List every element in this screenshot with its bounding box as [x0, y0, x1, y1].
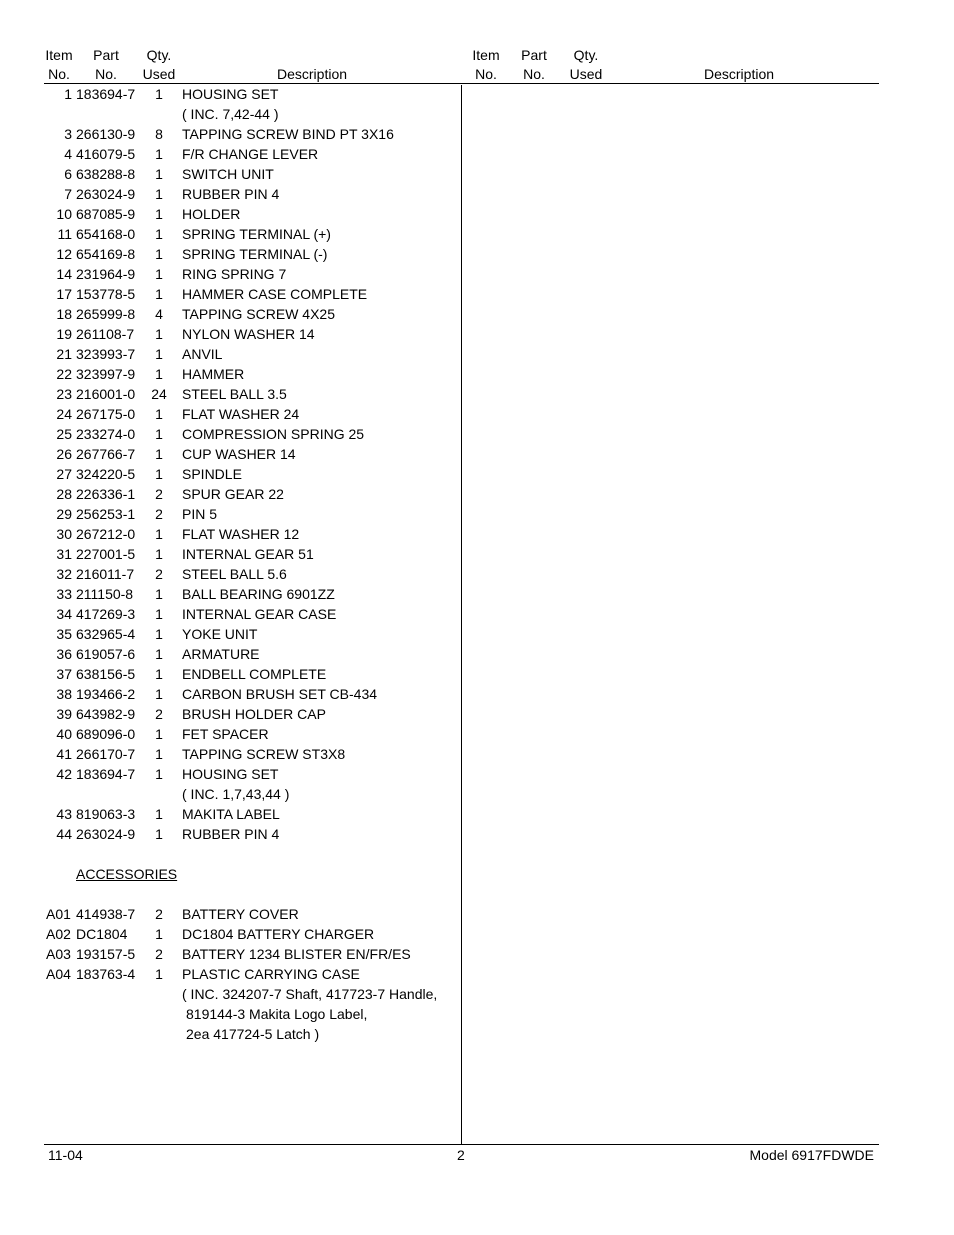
- part-no-cell: 193466-2: [76, 686, 136, 702]
- qty-cell: 1: [155, 626, 163, 642]
- description-cell: F/R CHANGE LEVER: [182, 146, 319, 162]
- part-no-cell: 256253-1: [76, 506, 136, 522]
- table-row: [0, 664, 460, 684]
- table-row: [0, 84, 460, 104]
- description-cell: DC1804 BATTERY CHARGER: [182, 926, 375, 942]
- item-no-cell: 27: [56, 466, 72, 482]
- qty-cell: 1: [155, 746, 163, 762]
- item-no-cell: 6: [64, 166, 72, 182]
- item-no-cell: 24: [56, 406, 72, 422]
- header-no-label: No.: [523, 66, 545, 82]
- description-cell: SPINDLE: [182, 466, 242, 482]
- description-cell: BALL BEARING 6901ZZ: [182, 586, 335, 602]
- qty-cell: 1: [155, 166, 163, 182]
- section-heading-row: [0, 864, 460, 884]
- item-no-cell: 35: [56, 626, 72, 642]
- part-no-cell: 193157-5: [76, 946, 136, 962]
- qty-cell: 1: [155, 766, 163, 782]
- description-cell: SPUR GEAR 22: [182, 486, 284, 502]
- description-cell: HOUSING SET: [182, 86, 279, 102]
- description-cell: NYLON WASHER 14: [182, 326, 315, 342]
- blank-row: [0, 844, 460, 864]
- header-used-label: Used: [142, 66, 176, 82]
- table-row: [0, 344, 460, 364]
- table-row: [0, 944, 460, 964]
- part-no-cell: 687085-9: [76, 206, 136, 222]
- description-cell: TAPPING SCREW BIND PT 3X16: [182, 126, 394, 142]
- description-cell: SPRING TERMINAL (+): [182, 226, 331, 242]
- header-no-label: No.: [48, 66, 70, 82]
- item-no-cell: 23: [56, 386, 72, 402]
- part-no-cell: 416079-5: [76, 146, 136, 162]
- part-no-cell: 267212-0: [76, 526, 136, 542]
- item-no-cell: A04: [46, 966, 71, 982]
- qty-cell: 1: [155, 426, 163, 442]
- table-row: [0, 284, 460, 304]
- qty-cell: 1: [155, 546, 163, 562]
- item-no-cell: 21: [56, 346, 72, 362]
- header-item-no: [39, 46, 79, 84]
- item-no-cell: 14: [56, 266, 72, 282]
- description-cell: 819144-3 Makita Logo Label,: [186, 1006, 368, 1022]
- header-item-label: Item: [45, 47, 73, 63]
- header-no-label: No.: [95, 66, 117, 82]
- part-no-cell: 233274-0: [76, 426, 136, 442]
- item-no-cell: 12: [56, 246, 72, 262]
- header-item-no-right: [466, 46, 506, 84]
- description-cell: ENDBELL COMPLETE: [182, 666, 327, 682]
- item-no-cell: 41: [56, 746, 72, 762]
- part-no-cell: 632965-4: [76, 626, 136, 642]
- qty-cell: 1: [155, 146, 163, 162]
- table-row: [0, 604, 460, 624]
- footer-date: 11-04: [48, 1147, 83, 1163]
- item-no-cell: 31: [56, 546, 72, 562]
- description-cell: RING SPRING 7: [182, 266, 287, 282]
- item-no-cell: 10: [56, 206, 72, 222]
- column-divider: [461, 85, 462, 1144]
- qty-cell: 1: [155, 206, 163, 222]
- qty-cell: 1: [155, 466, 163, 482]
- section-heading: ACCESSORIES: [76, 866, 178, 882]
- qty-cell: 2: [155, 486, 163, 502]
- table-row: [0, 804, 460, 824]
- header-used-label: Used: [569, 66, 603, 82]
- qty-cell: 1: [155, 446, 163, 462]
- part-no-cell: 417269-3: [76, 606, 136, 622]
- table-row: [0, 404, 460, 424]
- description-cell: ANVIL: [182, 346, 223, 362]
- item-no-cell: 39: [56, 706, 72, 722]
- item-no-cell: 30: [56, 526, 72, 542]
- qty-cell: 1: [155, 246, 163, 262]
- qty-cell: 1: [155, 966, 163, 982]
- table-row: [0, 304, 460, 324]
- item-no-cell: 3: [64, 126, 72, 142]
- header-part-label: Part: [93, 47, 119, 63]
- item-no-cell: 22: [56, 366, 72, 382]
- part-no-cell: 263024-9: [76, 826, 136, 842]
- item-no-cell: 38: [56, 686, 72, 702]
- table-row: [0, 104, 460, 124]
- part-no-cell: 226336-1: [76, 486, 136, 502]
- description-cell: CARBON BRUSH SET CB-434: [182, 686, 378, 702]
- header-item-label: Item: [472, 47, 500, 63]
- qty-cell: 8: [155, 126, 163, 142]
- part-no-cell: 216011-7: [76, 566, 135, 582]
- description-cell: FLAT WASHER 24: [182, 406, 300, 422]
- table-row: [0, 824, 460, 844]
- table-row: [0, 564, 460, 584]
- description-cell: HOUSING SET: [182, 766, 279, 782]
- description-cell: PIN 5: [182, 506, 218, 522]
- table-row: [0, 584, 460, 604]
- description-cell: TAPPING SCREW 4X25: [182, 306, 336, 322]
- qty-cell: 1: [155, 346, 163, 362]
- table-row: [0, 324, 460, 344]
- description-cell: CUP WASHER 14: [182, 446, 296, 462]
- description-cell: ARMATURE: [182, 646, 260, 662]
- table-row: [0, 544, 460, 564]
- description-cell: INTERNAL GEAR CASE: [182, 606, 337, 622]
- part-no-cell: 153778-5: [76, 286, 136, 302]
- table-row: [0, 444, 460, 464]
- item-no-cell: 36: [56, 646, 72, 662]
- description-cell: ( INC. 1,7,43,44 ): [182, 786, 290, 802]
- item-no-cell: 25: [56, 426, 72, 442]
- header-part-label: Part: [521, 47, 547, 63]
- table-row: [0, 1004, 460, 1024]
- description-cell: MAKITA LABEL: [182, 806, 280, 822]
- table-row: [0, 484, 460, 504]
- description-cell: RUBBER PIN 4: [182, 826, 280, 842]
- description-cell: ( INC. 324207-7 Shaft, 417723-7 Handle,: [182, 986, 438, 1002]
- qty-cell: 1: [155, 86, 163, 102]
- description-cell: BRUSH HOLDER CAP: [182, 706, 326, 722]
- description-cell: STEEL BALL 5.6: [182, 566, 287, 582]
- description-cell: HAMMER CASE COMPLETE: [182, 286, 368, 302]
- blank-row: [0, 884, 460, 904]
- item-no-cell: 32: [56, 566, 72, 582]
- header-no-label: No.: [475, 66, 497, 82]
- part-no-cell: 323997-9: [76, 366, 136, 382]
- item-no-cell: 43: [56, 806, 72, 822]
- qty-cell: 1: [155, 406, 163, 422]
- description-cell: HAMMER: [182, 366, 245, 382]
- header-qty-used: [139, 46, 179, 84]
- part-no-cell: 183694-7: [76, 766, 136, 782]
- table-row: [0, 264, 460, 284]
- table-row: [0, 204, 460, 224]
- part-no-cell: 267766-7: [76, 446, 136, 462]
- part-no-cell: 324220-5: [76, 466, 136, 482]
- description-cell: YOKE UNIT: [182, 626, 258, 642]
- item-no-cell: 11: [57, 226, 72, 242]
- qty-cell: 1: [155, 666, 163, 682]
- part-no-cell: DC1804: [76, 926, 128, 942]
- header-qty-label: Qty.: [573, 47, 599, 63]
- part-no-cell: 267175-0: [76, 406, 136, 422]
- table-row: [0, 744, 460, 764]
- item-no-cell: 1: [64, 86, 72, 102]
- description-cell: ( INC. 7,42-44 ): [182, 106, 279, 122]
- item-no-cell: 18: [56, 306, 72, 322]
- description-cell: BATTERY COVER: [182, 906, 299, 922]
- part-no-cell: 183763-4: [76, 966, 136, 982]
- item-no-cell: 19: [56, 326, 72, 342]
- qty-cell: 1: [155, 686, 163, 702]
- table-row: [0, 224, 460, 244]
- table-row: [0, 624, 460, 644]
- description-cell: STEEL BALL 3.5: [182, 386, 287, 402]
- table-row: [0, 164, 460, 184]
- part-no-cell: 266170-7: [76, 746, 136, 762]
- description-cell: COMPRESSION SPRING 25: [182, 426, 365, 442]
- part-no-cell: 689096-0: [76, 726, 136, 742]
- table-row: [0, 964, 460, 984]
- table-row: [0, 504, 460, 524]
- description-cell: TAPPING SCREW ST3X8: [182, 746, 346, 762]
- qty-cell: 1: [155, 266, 163, 282]
- qty-cell: 1: [155, 806, 163, 822]
- table-row: [0, 144, 460, 164]
- item-no-cell: 26: [56, 446, 72, 462]
- qty-cell: 2: [155, 946, 163, 962]
- footer-rule: [44, 1144, 879, 1145]
- description-cell: FET SPACER: [182, 726, 269, 742]
- part-no-cell: 819063-3: [76, 806, 136, 822]
- table-row: [0, 364, 460, 384]
- footer-page-number: 2: [457, 1147, 465, 1163]
- part-no-cell: 643982-9: [76, 706, 136, 722]
- qty-cell: 1: [155, 226, 163, 242]
- description-cell: INTERNAL GEAR 51: [182, 546, 314, 562]
- qty-cell: 24: [151, 386, 167, 402]
- qty-cell: 1: [155, 526, 163, 542]
- qty-cell: 1: [155, 586, 163, 602]
- qty-cell: 1: [155, 326, 163, 342]
- header-part-no: [84, 46, 128, 84]
- header-part-no-right: [512, 46, 556, 84]
- header-description: Description: [276, 66, 348, 82]
- part-no-cell: 183694-7: [76, 86, 136, 102]
- item-no-cell: 28: [56, 486, 72, 502]
- description-cell: 2ea 417724-5 Latch ): [186, 1026, 320, 1042]
- part-no-cell: 638156-5: [76, 666, 136, 682]
- qty-cell: 1: [155, 826, 163, 842]
- table-row: [0, 244, 460, 264]
- part-no-cell: 263024-9: [76, 186, 136, 202]
- parts-list: [0, 84, 460, 1044]
- table-row: [0, 724, 460, 744]
- table-row: [0, 464, 460, 484]
- item-no-cell: A03: [46, 946, 71, 962]
- description-cell: SWITCH UNIT: [182, 166, 274, 182]
- part-no-cell: 261108-7: [76, 326, 135, 342]
- table-row: [0, 984, 460, 1004]
- item-no-cell: 17: [56, 286, 72, 302]
- item-no-cell: 42: [56, 766, 72, 782]
- item-no-cell: 37: [56, 666, 72, 682]
- item-no-cell: 7: [64, 186, 72, 202]
- table-row: [0, 384, 460, 404]
- description-cell: RUBBER PIN 4: [182, 186, 280, 202]
- table-row: [0, 924, 460, 944]
- description-cell: FLAT WASHER 12: [182, 526, 300, 542]
- item-no-cell: 33: [56, 586, 72, 602]
- table-row: [0, 904, 460, 924]
- part-no-cell: 654168-0: [76, 226, 136, 242]
- part-no-cell: 414938-7: [76, 906, 136, 922]
- qty-cell: 1: [155, 646, 163, 662]
- item-no-cell: A01: [46, 906, 71, 922]
- table-row: [0, 1024, 460, 1044]
- description-cell: SPRING TERMINAL (-): [182, 246, 328, 262]
- qty-cell: 2: [155, 506, 163, 522]
- table-row: [0, 784, 460, 804]
- part-no-cell: 211150-8: [76, 586, 134, 602]
- table-row: [0, 684, 460, 704]
- header-description-right: Description: [703, 66, 775, 82]
- part-no-cell: 265999-8: [76, 306, 136, 322]
- qty-cell: 2: [155, 906, 163, 922]
- qty-cell: 1: [155, 926, 163, 942]
- part-no-cell: 654169-8: [76, 246, 136, 262]
- table-row: [0, 764, 460, 784]
- part-no-cell: 638288-8: [76, 166, 136, 182]
- description-cell: BATTERY 1234 BLISTER EN/FR/ES: [182, 946, 411, 962]
- qty-cell: 4: [155, 306, 163, 322]
- part-no-cell: 619057-6: [76, 646, 136, 662]
- item-no-cell: 34: [56, 606, 72, 622]
- item-no-cell: A02: [46, 926, 71, 942]
- qty-cell: 2: [155, 566, 163, 582]
- qty-cell: 2: [155, 706, 163, 722]
- qty-cell: 1: [155, 286, 163, 302]
- part-no-cell: 231964-9: [76, 266, 136, 282]
- qty-cell: 1: [155, 366, 163, 382]
- table-row: [0, 184, 460, 204]
- description-cell: HOLDER: [182, 206, 241, 222]
- description-cell: PLASTIC CARRYING CASE: [182, 966, 360, 982]
- part-no-cell: 216001-0: [76, 386, 136, 402]
- header-qty-label: Qty.: [146, 47, 172, 63]
- item-no-cell: 4: [64, 146, 72, 162]
- table-row: [0, 424, 460, 444]
- item-no-cell: 40: [56, 726, 72, 742]
- footer-model: Model 6917FDWDE: [749, 1147, 874, 1163]
- item-no-cell: 29: [56, 506, 72, 522]
- item-no-cell: 44: [56, 826, 72, 842]
- table-row: [0, 644, 460, 664]
- qty-cell: 1: [155, 606, 163, 622]
- part-no-cell: 323993-7: [76, 346, 136, 362]
- table-row: [0, 124, 460, 144]
- table-row: [0, 524, 460, 544]
- qty-cell: 1: [155, 186, 163, 202]
- table-row: [0, 704, 460, 724]
- part-no-cell: 227001-5: [76, 546, 136, 562]
- header-qty-used-right: [566, 46, 606, 84]
- part-no-cell: 266130-9: [76, 126, 136, 142]
- qty-cell: 1: [155, 726, 163, 742]
